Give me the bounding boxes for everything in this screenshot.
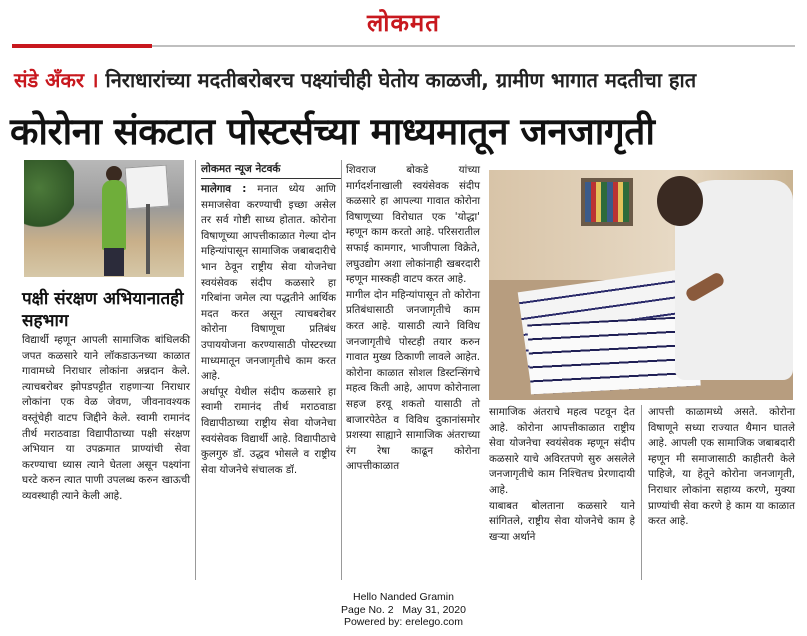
sidebar-photo	[24, 160, 184, 277]
page-footer	[0, 591, 807, 629]
photo-person-head	[657, 176, 703, 226]
photo-books	[585, 182, 629, 222]
article-column-1	[201, 182, 336, 478]
column-divider	[341, 160, 342, 580]
photo-tree-shape	[24, 160, 74, 230]
article-column-3: सामाजिक अंतराचे महत्व पटवून देत आहे. कोरोना आपत्तीकाळात राष्ट्रीय सेवा योजनेचा स्वयंसेवक म्हणून संदीप कळसारे याचे अविरतपणे सुरु असलेले जनजागृतीचे काम निश्चितच प्रेरणादायी आहे. याबाबत बोलताना कळसारे याने सांगितले, राष्ट्रीय सेवा योजनेचे काम हे खऱ्या अर्थाने	[489, 406, 635, 543]
main-headline: कोरोना संकटात पोस्टर्सच्या माध्यमातून जनजागृती	[10, 110, 655, 153]
article-column-1-text: मनात ध्येय आणि समाजसेवा करण्याची इच्छा असेल तर सर्व गोष्टी साध्य होतात. कोरोना विषाणूच्या आपत्तीकाळात गेल्या दोन महिन्यांपासून सामाजिक जबाबदारीचे भान ठेवून राष्ट्रीय सेवा योजनेचा स्वयंसेवक संदीप कळसारे हा गरिबांना जमेल त्या पद्धतीने आर्थिक मदत करत असून त्याचबरोबर कोरोना विषाणूचा प्रतिबंध उपाययोजना करण्यासाठी पोस्टरच्या माध्यमातून जनजागृतीचे काम करत आहे. अर्धापूर येथील संदीप कळसारे हा स्वामी रामानंद तीर्थ मराठवाडा विद्यापीठाच्या राष्ट्रीय सेवा योजनेचा स्वयंसेवक विद्यार्थी आहे. विद्यापीठाचे कुलगुरु डॉ. उद्धव भोसले व राष्ट्रीय सेवा योजनेचे संचालक डॉ.	[201, 183, 337, 476]
photo-person-body	[102, 180, 126, 250]
masthead-grey-rule	[152, 45, 795, 47]
newspaper-logo: लोकमत	[367, 8, 440, 37]
footer-edition: Hello Nanded Gramin	[353, 591, 454, 603]
sidebar-subheading: पक्षी संरक्षण अभियानातही सहभाग	[22, 289, 184, 331]
kicker-line	[14, 66, 799, 93]
kicker-text: निराधारांच्या मदतीबरोबरच पक्ष्यांचीही घेतोय काळजी, ग्रामीण भागात मदतीचा हात	[105, 68, 697, 92]
article-column-4: आपत्ती काळामध्ये असते. कोरोना विषाणूने सध्या राज्यात थैमान घातले आहे. आपली एक सामाजिक जबाबदारी म्हणून मी समाजासाठी काहीतरी केले पाहिजे, या हेतूने कोरोना जनजागृती, निराधार लोकांना सहाय्य करणे, मुक्या प्राण्यांची सेवा करणे हे काम या काळात करत आहे.	[648, 406, 795, 528]
photo-poster	[125, 165, 170, 210]
footer-page-date: Page No. 2 May 31, 2020	[341, 603, 466, 616]
footer-powered-by: Powered by: erelego.com	[343, 616, 464, 628]
photo-pole	[146, 204, 150, 274]
byline-credit: लोकमत न्यूज नेटवर्क	[201, 162, 341, 179]
photo-person-legs	[104, 248, 124, 276]
column-divider	[195, 160, 196, 580]
masthead-red-rule	[12, 44, 152, 48]
column-divider	[641, 405, 642, 580]
dateline: मालेगाव :	[201, 183, 247, 195]
article-photo	[489, 170, 793, 400]
kicker-tag: संडे अँकर ।	[14, 68, 99, 92]
article-column-2: शिवराज बोकडे यांच्या मार्गदर्शनाखाली स्वयंसेवक संदीप कळसारे हा आपल्या गावात कोरोना विषाणूच्या विरोधात एक 'योद्धा' म्हणून काम करतो आहे. परिसरातील सफाई कामगार, भाजीपाला विक्रेते, लघुउद्योग अशा लोकांनाही खबरदारी म्हणून मास्कही वाटप करत आहे. मागील दोन महिन्यांपासून तो कोरोना प्रतिबंधासाठी जनजागृतीचे काम करत आहे. यासाठी त्याने विविध जनजागृतीचे पोस्टही तयार करुन गावात मुख्य ठिकाणी लावले आहेत. कोरोना काळात सोशल डिस्टन्सिंगचे महत्व किती आहे, आपण कोरोनाला सहज हरवू शकतो यासाठी तो बाजारपेठेत व विविध दुकानांसमोर प्रशस्या साह्याने सामाजिक अंतराच्या रंग रेषा काढून कोरोना आपत्तीकाळात	[346, 164, 480, 473]
sidebar-body: विद्यार्थी म्हणून आपली सामाजिक बांधिलकी जपत कळसारे याने लॉकडाऊनच्या काळात गावामध्ये निराधार लोकांना अन्नदान केले. त्याचबरोबर झोपडपट्टीत राहणाऱ्या निराधार लोकांना एक वेळ जेवण, जीवनावश्यक वस्तूंचेही वाटप जिद्दीने केले. स्वामी रामानंद तीर्थ मराठवाडा विद्यापीठाच्या पक्षी संरक्षण अभियान या उपक्रमात प्राण्यांची सेवा करण्याचा ध्यास त्याने घेतला असून पक्ष्यांना घरटे करुन त्यात पाणी उपलब्ध करुन खाऊची व्यवस्थाही त्याने केली आहे.	[22, 334, 190, 502]
